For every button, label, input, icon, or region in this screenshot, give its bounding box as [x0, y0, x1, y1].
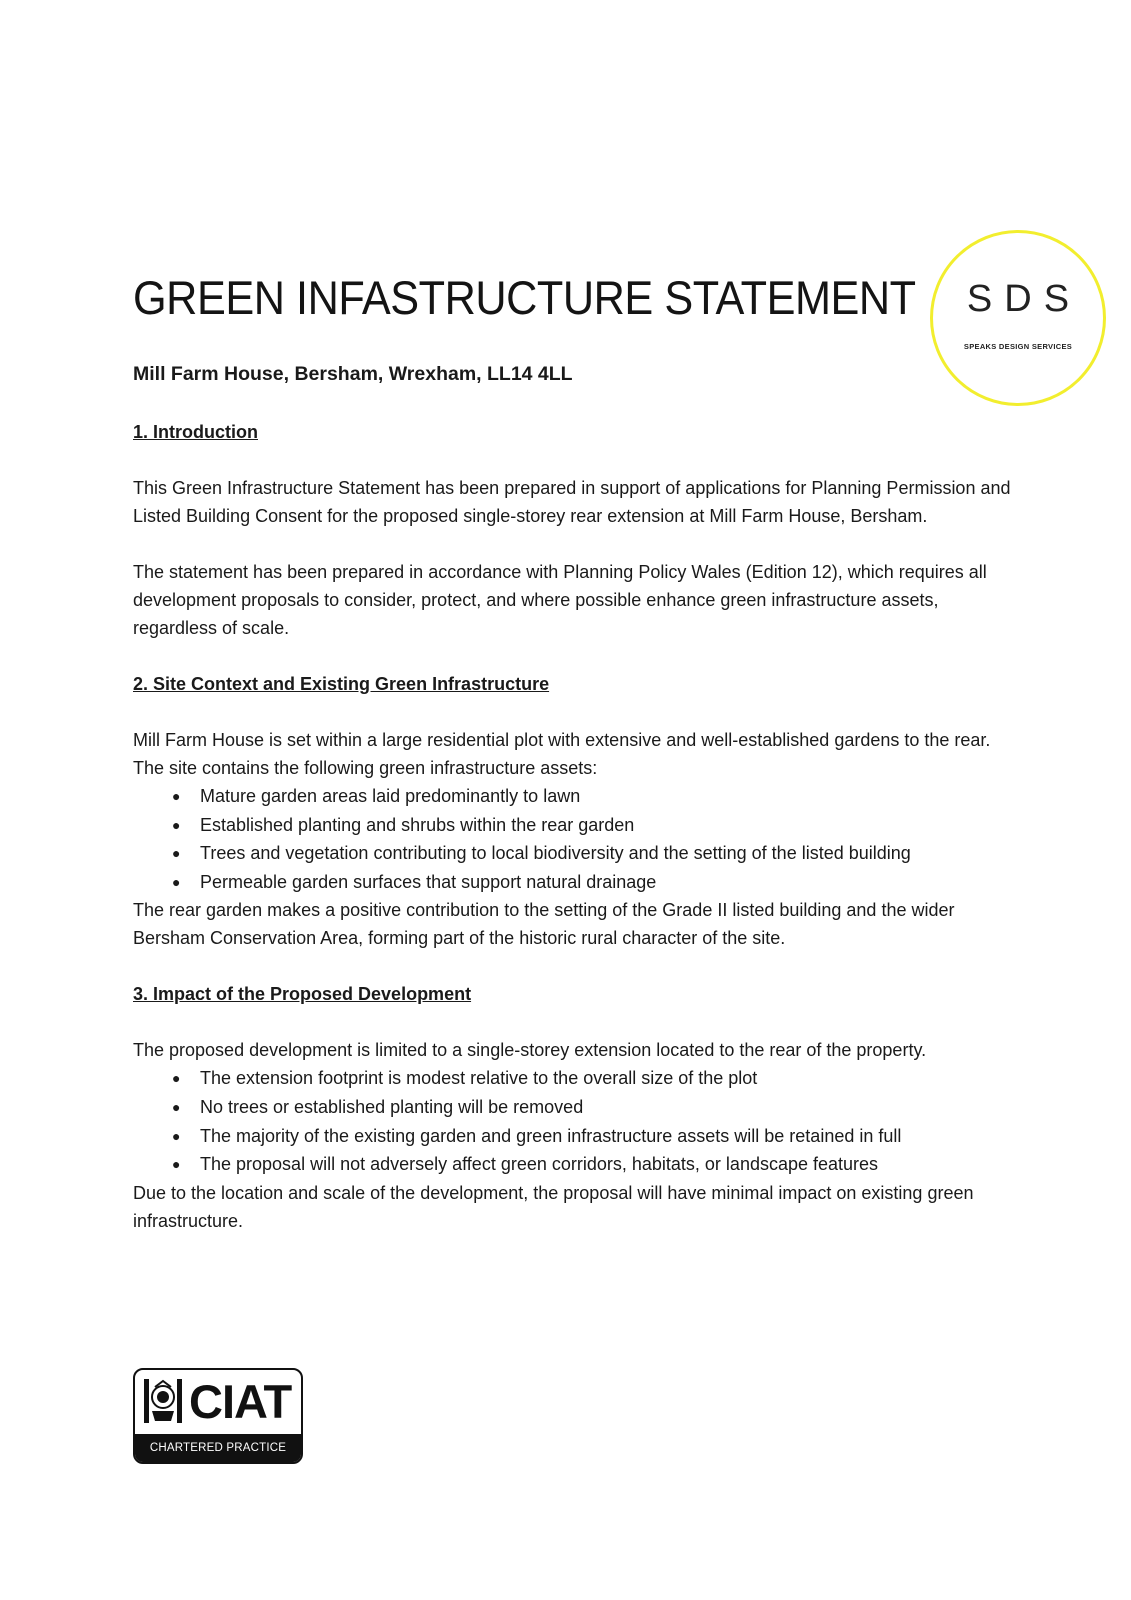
ciat-tagline: CHARTERED PRACTICE — [135, 1434, 301, 1462]
list-item: ● The extension footprint is modest relative to the overall size of the plot — [200, 1064, 1013, 1093]
paragraph: Due to the location and scale of the development, the proposal will have minimal impact on existing green infrastructure. — [133, 1182, 974, 1231]
list-item: ● Trees and vegetation contributing to local biodiversity and the setting of the listed building — [200, 839, 1013, 868]
list-item: ● Permeable garden surfaces that support natural drainage — [200, 868, 1013, 897]
ciat-wordmark: CIAT — [189, 1375, 292, 1428]
section-heading-introduction: 1. Introduction — [133, 422, 258, 442]
bullet-icon: ● — [172, 873, 181, 890]
list-item: ● The majority of the existing garden and green infrastructure assets will be retained in full — [200, 1122, 1013, 1151]
sds-logo-letters: SDS — [966, 278, 1082, 320]
bullet-list — [133, 1064, 1013, 1178]
bullet-icon: ● — [172, 845, 181, 862]
section-heading-impact: 3. Impact of the Proposed Development — [133, 984, 472, 1005]
bullet-icon: ● — [172, 1127, 181, 1144]
paragraph: The statement has been prepared in accordance with Planning Policy Wales (Edition 12), which requires all development proposals to consider, protect, and where possible enhance green infrastructure assets, regardless of scale. — [133, 562, 987, 638]
paragraph: The proposed development is limited to a single-storey extension located to the rear of the property. — [133, 1040, 927, 1061]
paragraph: This Green Infrastructure Statement has been prepared in support of applications for Planning Permission and Listed Building Consent for the proposed single-storey rear extension at Mill Farm House, Bersham. — [133, 478, 1011, 526]
ciat-logo-top — [135, 1370, 301, 1434]
list-item: ● The proposal will not adversely affect green corridors, habitats, or landscape features — [200, 1150, 1013, 1179]
bullet-icon: ● — [172, 816, 181, 833]
list-item: ● No trees or established planting will be removed — [200, 1093, 1013, 1122]
paragraph: Mill Farm House is set within a large residential plot with extensive and well-established gardens to the rear. The site contains the following green infrastructure assets: — [133, 730, 991, 778]
bullet-list — [133, 782, 1013, 896]
bullet-icon: ● — [172, 1156, 181, 1173]
bullet-icon: ● — [172, 1098, 181, 1115]
sds-logo-tagline: SPEAKS DESIGN SERVICES — [963, 342, 1073, 351]
bullet-icon: ● — [172, 788, 181, 804]
paragraph: The rear garden makes a positive contribution to the setting of the Grade II listed building and the wider Bersham Conservation Area, forming part of the historic rural character of the site. — [133, 900, 955, 949]
ciat-logo — [133, 1368, 303, 1464]
ciat-crest-icon — [143, 1377, 183, 1425]
list-item: ● Established planting and shrubs within the rear garden — [200, 811, 1013, 840]
site-address: Mill Farm House, Bersham, Wrexham, LL14 4LL — [133, 363, 573, 385]
document-title: GREEN INFASTRUCTURE STATEMENT — [133, 271, 916, 324]
section-heading-site-context: 2. Site Context and Existing Green Infrastructure — [133, 674, 550, 694]
list-item: ● Mature garden areas laid predominantly to lawn — [200, 782, 1013, 811]
bullet-icon: ● — [172, 1070, 181, 1087]
document-body — [133, 360, 1013, 1263]
